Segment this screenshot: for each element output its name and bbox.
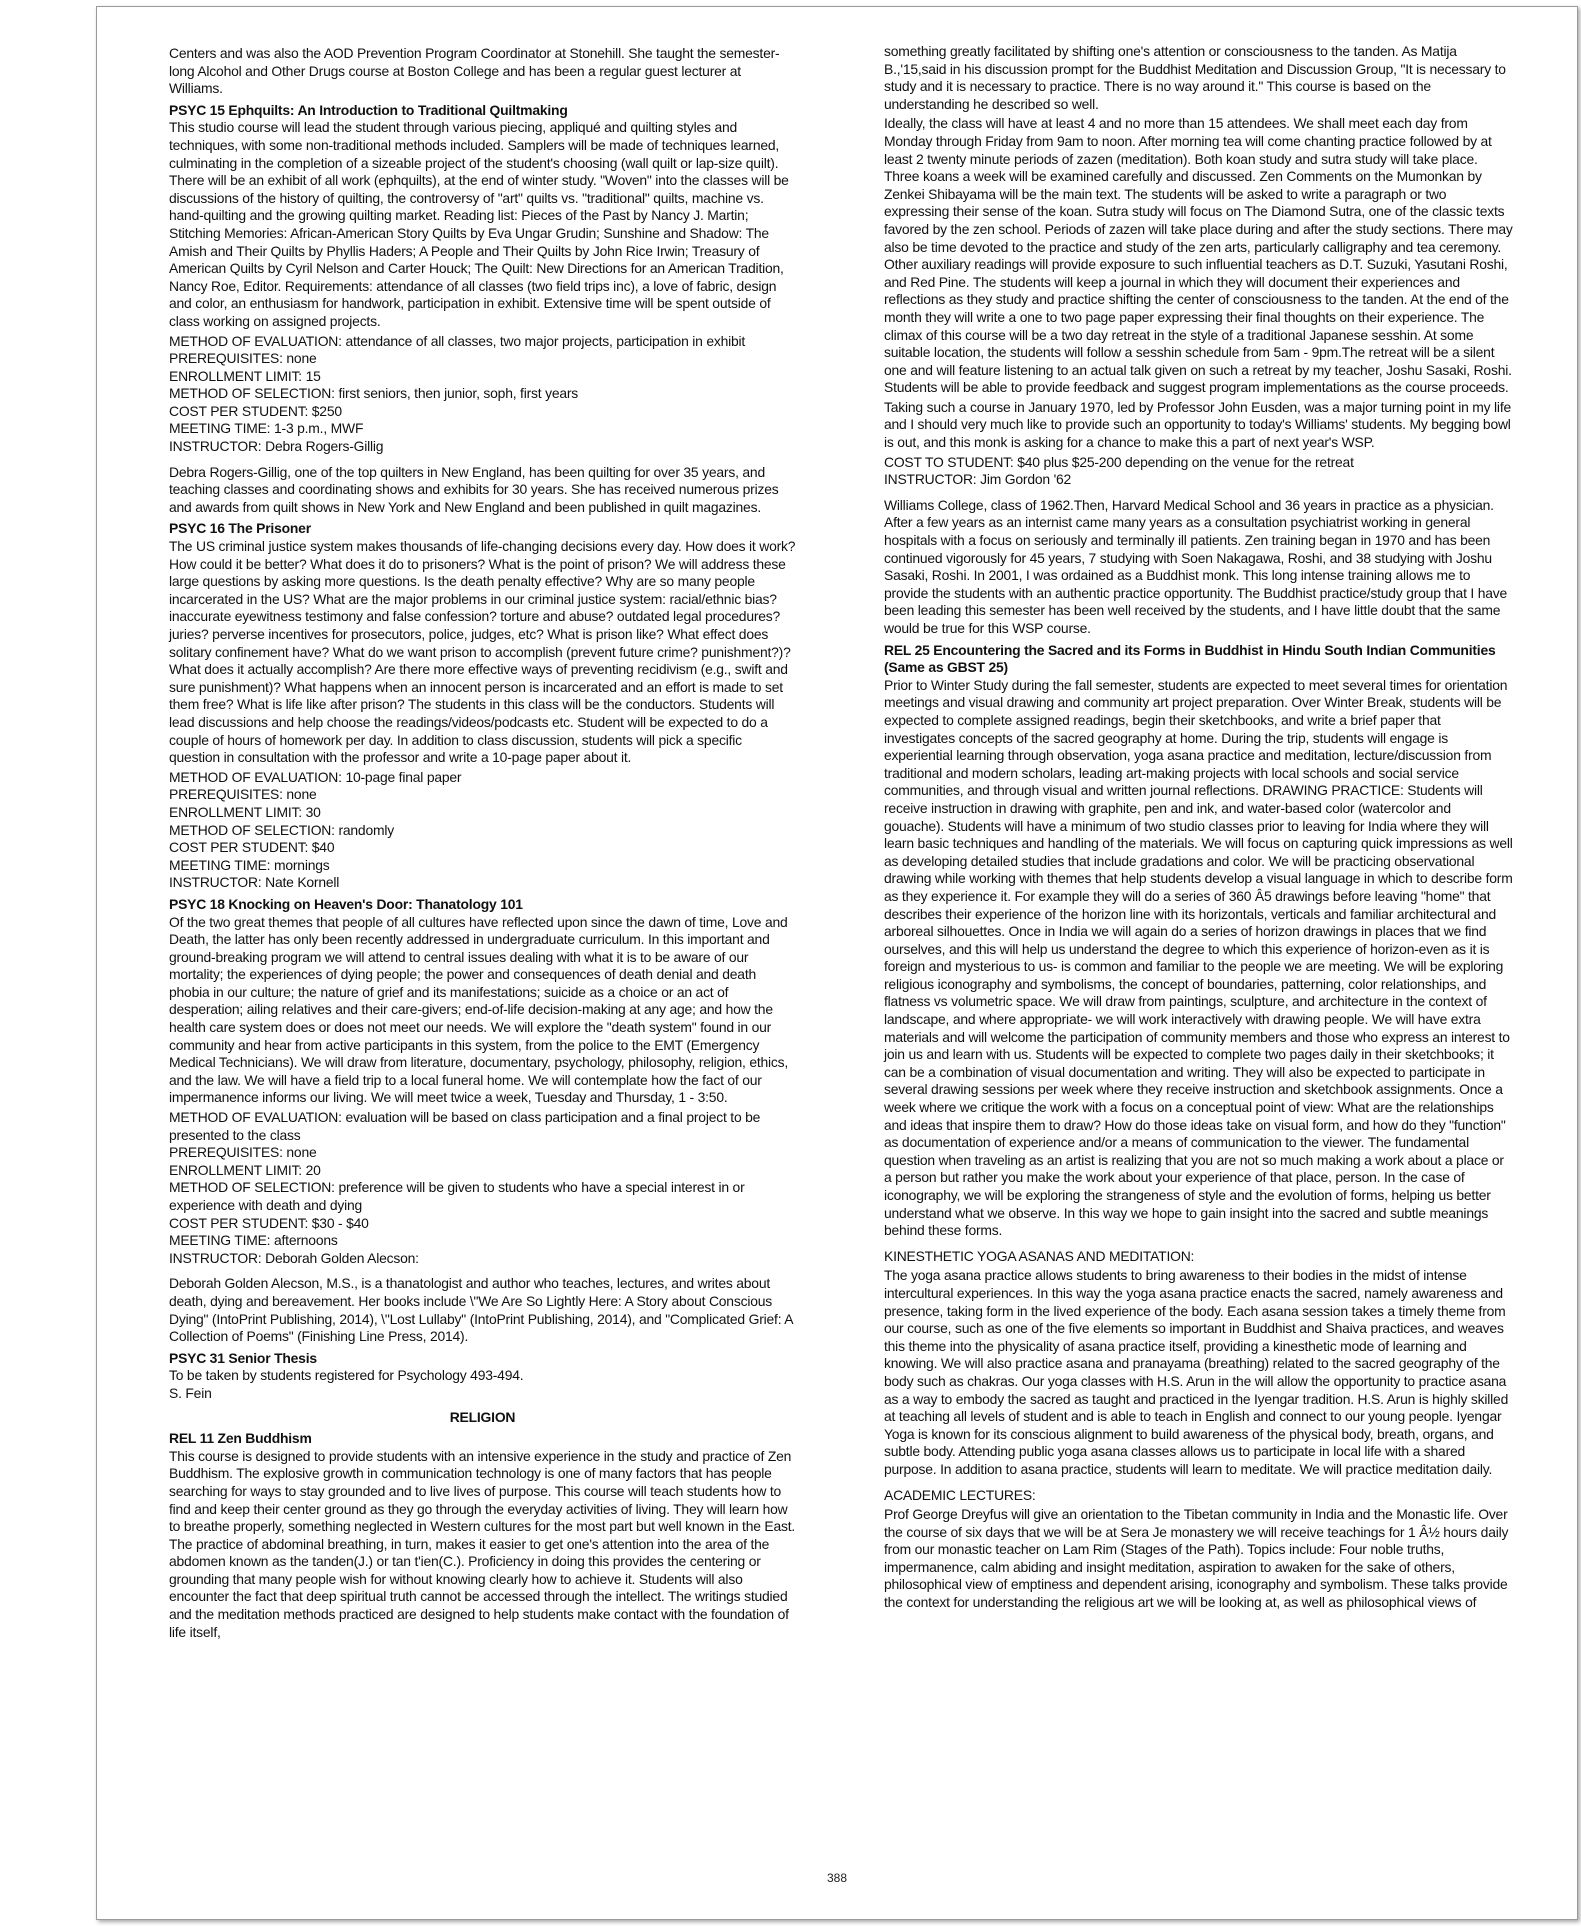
course-detail-line: ENROLLMENT LIMIT: 30 (169, 803, 321, 820)
course-detail-line: METHOD OF SELECTION: first seniors, then junior, soph, first years (169, 385, 579, 402)
course-detail-line: To be taken by students registered for Psychology 493-494. (169, 1367, 524, 1384)
course-detail-line: MEETING TIME: 1-3 p.m., MWF (169, 420, 364, 437)
course-detail-line: ENROLLMENT LIMIT: 20 (169, 1161, 321, 1178)
course-heading: PSYC 18 Knocking on Heaven's Door: Thanatology 101 (169, 895, 523, 912)
paragraph: Ideally, the class will have at least 4 and no more than 15 attendees. We shall meet each day from Monday through Friday from 9am to noon. After morning tea will come chanting practice followed by at least 2 twenty minute periods of zazen (meditation). Both koan study and sutra study will take place. Three koans a week will be examined carefully and discussed. Zen Comments on the Mumonkan by Zenkei Shibayama will be the main text. The students will be asked to write a paragraph or two expressing their sense of the koan. Sutra study will focus on The Diamond Sutra, one of the classic texts favored by the zen school. Periods of zazen will take place during and after the study sections. There may also be time devoted to the practice and study of the zen arts, particularly calligraphy and tea ceremony. Other auxiliary readings will provide exposure to such influential teachers as D.T. Suzuki, Yasutani Roshi, and Red Pine. The students will keep a journal in which they will document their experiences and reflections as they study and practice shifting the center of consciousness to the tanden. At the end of the month they will write a one to two page paper expressing their final thoughts on their experience. The climax of this course will be a two day retreat in the style of a traditional Japanese sesshin. At some suitable location, the students will follow a sesshin schedule from 5am - 9pm.The retreat will be a silent one and will feature listening to an actual talk given on such a retreat by my teacher, Joshu Sasaki, Roshi. Students will be able to provide feedback and suggest program implementations as the course proceeds. (884, 115, 1513, 396)
course-detail-line: PREREQUISITES: none (169, 786, 317, 803)
paragraph: Williams College, class of 1962.Then, Harvard Medical School and 36 years in practice as a physician. After a few years as an internist came many years as a consultation psychiatrist working in general hospitals with a focus on seriously and terminally ill patients. Zen training began in 1970 and has been continued vigorously for 45 years, 7 studying with Soen Nakagawa, Roshi, and 38 studying with Joshu Sasaki, Roshi. In 2001, I was ordained as a Buddhist monk. This long intense training allows me to provide the students with an authentic practice opportunity. The Buddhist practice/study group that I have been leading this semester has been well received by the students, and I have little doubt that the same would be true for this WSP course. (884, 496, 1508, 636)
course-detail-line: INSTRUCTOR: Debra Rogers-Gillig (169, 438, 384, 455)
paragraph: Of the two great themes that people of all cultures have reflected upon since the dawn of time, Love and Death, the latter has only been recently addressed in undergraduate curriculum. In this important and ground-breaking program we will attend to central issues dealing with what it is to be aware of our mortality; the experiences of dying people; the power and consequences of death denial and death phobia in our culture; the nature of grief and its manifestations; suicide as a choice or an act of desperation; ailing relatives and their care-givers; end-of-life decision-making at any age; and how the health care system does or does not meet our needs. We will explore the "death system" found in our community and hear from active participants in this system, from the police to the EMT (Emergency Medical Technicians). We will draw from literature, documentary, psychology, philosophy, religion, ethics, and the law. We will have a field trip to a local funeral home. We will contemplate how the fact of our impermanence informs our living. We will meet twice a week, Tuesday and Thursday, 1 - 3:50. (169, 913, 789, 1106)
course-detail-line: METHOD OF SELECTION: preference will be given to students who have a special interest in or experience with death and dying (169, 1179, 745, 1213)
paragraph: Debra Rogers-Gillig, one of the top quilters in New England, has been quilting for over 35 years, and teaching classes and coordinating shows and exhibits for 30 years. She has received numerous prizes and awards from quilt shows in New York and New England and been published in quilt magazines. (169, 463, 779, 515)
course-detail-line: ENROLLMENT LIMIT: 15 (169, 367, 321, 384)
paragraph: Prof George Dreyfus will give an orientation to the Tibetan community in India and the Monastic life. Over the course of six days that we will be at Sera Je monastery we will receive teachings for 1 Â½ hours daily from our monastic teacher on Lam Rim (Stages of the Path). Topics include: Four noble truths, impermanence, calm abiding and insight meditation, aspiration to awaken for the sake of others, philosophical view of emptiness and dependent arising, iconography and symbolism. These talks provide the context for understanding the religious art we will be looking at, as well as philosophical views of (884, 1506, 1509, 1611)
paragraph: Prior to Winter Study during the fall semester, students are expected to meet several times for orientation meetings and visual drawing and community art project preparation. Over Winter Break, students will be expected to complete assigned readings, begin their sketchbooks, and write a brief paper that investigates concepts of the sacred geography at home. During the trip, students will engage is experiential learning through observation, yoga asana practice and meditation, lecture/discussion from traditional and modern scholars, leading art-making projects with local schools and social service communities, and through visual and written journal reflections. DRAWING PRACTICE: Students will receive instruction in drawing with graphite, pen and ink, and water-based color (watercolor and gouache). Students will have a minimum of two studio classes prior to leaving for India where they will learn basic techniques and handling of the materials. We will focus on capturing quick impressions as well as developing detailed studies that include gradations and color. We will be practicing observational drawing while working with themes that help students develop a visual language in which to describe form as they experience it. For example they will do a series of 360 Â5 drawings before leaving "home" that describes their experience of the horizon line with its horizontals, verticals and familiar architectural and arboreal silhouettes. Once in India we will again do a series of horizon drawings in places that we find ourselves, and this will help us understand the degree to which this experience of horizon-even as it is foreign and mysterious to us- is common and familiar to the people we are meeting. We will be exploring religious iconography and symbolisms, the concept of boundaries, patterning, color relationships, and flatness vs volumetric space. We will draw from paintings, sculpture, and architecture in the context of landscape, and where appropriate- we will work interactively with drawing people. We will have extra materials and will welcome the participation of community members and those who express an interest to join us and learn with us. Students will be expected to complete two pages daily in their sketchbooks; it can be a combination of visual documentation and writing. They will also be expected to participate in several drawing sessions per week where they receive instruction and sketchbook assignments. Once a week where we critique the work with a focus on a conceptual point of view: What are the relationships and ideas that inspire them to draw? How do those ideas take on visual form, and how do they "function" as documentation of experience and/or a means of communication to the viewer. The fundamental question when traveling as an artist is realizing that you are not so much making a work about a place or a person but rather you make the work about your experience of that place, person. In the case of iconography, we will be exploring the strangeness of style and the evolution of forms, helping us better understand what we observe. In this way we hope to gain insight into the sacred and subtle meanings behind these forms. (884, 676, 1513, 1239)
paragraph: something greatly facilitated by shifting one's attention or consciousness to the tanden. As Matija B.,'15,said in his discussion prompt for the Buddhist Meditation and Discussion Group, "It is necessary to study and it is necessary to practice. There is no way around it." This course is based on the understanding he described so well. (884, 43, 1506, 112)
section-heading: RELIGION (449, 1408, 516, 1425)
right-column (884, 43, 1514, 1614)
course-detail-line: METHOD OF EVALUATION: 10-page final paper (169, 768, 462, 785)
course-heading: PSYC 31 Senior Thesis (169, 1349, 317, 1366)
document-page (96, 6, 1578, 1920)
course-detail-line: COST PER STUDENT: $250 (169, 402, 342, 419)
paragraph: This studio course will lead the student through various piecing, appliqué and quilting styles and techniques, with some non-traditional methods included. Samplers will be made of techniques learned, culminating in the completion of a sizeable project of the student's choosing (wall quilt or lap-size quilt). There will be an exhibit of all work (ephquilts), at the end of winter study. "Woven" into the classes will be discussions of the history of quilting, the controversy of "art" quilts vs. "traditional" quilts, machine vs. hand-quilting and the growing quilting market. Reading list: Pieces of the Past by Nancy J. Martin; Stitching Memories: African-American Story Quilts by Eva Ungar Grudin; Sunshine and Shadow: The Amish and Their Quilts by Phyllis Haders; A People and Their Quilts by John Rice Irwin; Treasury of American Quilts by Cyril Nelson and Carter Houck; The Quilt: New Directions for an American Tradition, Nancy Roe, Editor. Requirements: attendance of all classes (two field trips inc), a love of fabric, design and color, an enthusiasm for handwork, participation in exhibit. Extensive time will be spent outside of class working on assigned projects. (169, 119, 789, 329)
paragraph: ACADEMIC LECTURES: (884, 1486, 1036, 1503)
course-detail-line: PREREQUISITES: none (169, 350, 317, 367)
paragraph: Taking such a course in January 1970, led by Professor John Eusden, was a major turning point in my life and I should very much like to provide such an opportunity to today's Williams' students. My begging bowl is out, and this monk is asking for a chance to make this a part of next year's WSP. (884, 398, 1512, 451)
page-number: 388 (826, 1871, 848, 1885)
course-detail-line: INSTRUCTOR: Nate Kornell (169, 874, 340, 891)
course-detail-line: METHOD OF EVALUATION: attendance of all classes, two major projects, participation in exhibit (169, 332, 746, 349)
left-column (169, 45, 796, 1643)
course-heading: PSYC 15 Ephquilts: An Introduction to Traditional Quiltmaking (169, 101, 568, 118)
course-detail-line: INSTRUCTOR: Jim Gordon '62 (884, 471, 1072, 488)
course-heading: PSYC 16 The Prisoner (169, 520, 311, 537)
course-detail-line: PREREQUISITES: none (169, 1144, 317, 1161)
course-detail-line: METHOD OF EVALUATION: evaluation will be based on class participation and a final project to be presented to the class (169, 1109, 761, 1143)
paragraph: The US criminal justice system makes thousands of life-changing decisions every day. How does it work? How could it be better? What does it do to prisoners? What is the point of prison? We will address these large questions by asking more questions. Is the death penalty effective? Why are so many people incarcerated in the US? What are the major problems in our criminal justice system: racial/ethnic bias? inaccurate eyewitness testimony and false confession? torture and abuse? outdated legal procedures? juries? perverse incentives for prosecutors, police, judges, etc? What is prison like? What effect does solitary confinement have? What do we want prison to accomplish (prevent future crime? punishment?)? What does it actually accomplish? Are there more effective ways of preventing recidivism (e.g., swift and sure punishment)? What happens when an innocent person is incarcerated and an effort is made to set them free? What is life like after prison? The students in this class will be the conductors. Students will lead discussions and help choose the readings/videos/podcasts etc. Student will be expected to do a couple of hours of homework per day. In addition to class discussion, students will pick a specific question in consultation with the professor and write a 10-page paper about it. (169, 538, 796, 766)
course-detail-line: MEETING TIME: afternoons (169, 1232, 338, 1249)
course-heading: REL 25 Encountering the Sacred and its Forms in Buddhist in Hindu South Indian Communities (Same as GBST 25) (884, 641, 1496, 676)
course-detail-line: COST PER STUDENT: $30 - $40 (169, 1214, 369, 1231)
course-heading: REL 11 Zen Buddhism (169, 1430, 312, 1447)
paragraph: Deborah Golden Alecson, M.S., is a thanatologist and author who teaches, lectures, and writes about death, dying and bereavement. Her books include \"We Are So Lightly Here: A Story about Conscious Dying" (IntoPrint Publishing, 2014), \"Lost Lullaby" (IntoPrint Publishing, 2014), and "Complicated Grief: A Collection of Poems" (Finishing Line Press, 2014). (169, 1275, 793, 1345)
course-detail-line: S. Fein (169, 1384, 212, 1401)
paragraph: The yoga asana practice allows students to bring awareness to their bodies in the midst of intense intercultural experiences. In this way the yoga asana practice enacts the sacred, namely awareness and presence, taking form in the lived experience of the body. Each asana session takes a timely theme from our course, such as one of the five elements so important in Buddhist and Shaiva practices, and weaves this theme into the physicality of asana practice itself, providing a kinesthetic mode of learning and knowing. We will also practice asana and pranayama (breathing) related to the sacred geography of the body such as chakras. Our yoga classes with H.S. Arun in the will allow the opportunity to practice asana as a way to embody the sacred as taught and practiced in the Iyengar tradition. H.S. Arun is highly skilled at teaching all levels of student and is able to teach in English and connect to our young people. Iyengar Yoga is known for its conscious alignment to build awareness of the physical body, breath, organs, and subtle body. Attending public yoga asana classes allows us to participate in local life with a shared purpose. In addition to asana practice, students will learn to meditate. We will practice meditation daily. (884, 1267, 1509, 1477)
course-detail-line: COST PER STUDENT: $40 (169, 839, 335, 856)
paragraph: KINESTHETIC YOGA ASANAS AND MEDITATION: (884, 1247, 1195, 1264)
course-detail-line: MEETING TIME: mornings (169, 856, 330, 873)
course-detail-line: METHOD OF SELECTION: randomly (169, 821, 394, 838)
course-detail-line: INSTRUCTOR: Deborah Golden Alecson: (169, 1249, 419, 1266)
paragraph: Centers and was also the AOD Prevention Program Coordinator at Stonehill. She taught the semester-long Alcohol and Other Drugs course at Boston College and has been a regular guest lecturer at Williams. (169, 45, 780, 97)
paragraph: This course is designed to provide students with an intensive experience in the study and practice of Zen Buddhism. The explosive growth in communication technology is one of many factors that has people searching for ways to stay grounded and to live lives of purpose. This course will teach students how to find and keep their center ground as they go through the everyday activities of living. They will learn how to breathe properly, something neglected in Western cultures for the most part but well known in the East. The practice of abdominal breathing, in turn, makes it easier to get one's attention into the area of the abdomen known as the tanden(J.) or tan t'ien(C.). Proficiency in doing this provides the centering or grounding that many people wish for without knowing clearly how to achieve it. Students will also encounter the fact that deep spiritual truth cannot be accessed through the intellect. The writings studied and the meditation methods practiced are designed to help students make contact with the foundation of life itself, (169, 1447, 796, 1640)
course-detail-line: COST TO STUDENT: $40 plus $25-200 depending on the venue for the retreat (884, 453, 1354, 470)
